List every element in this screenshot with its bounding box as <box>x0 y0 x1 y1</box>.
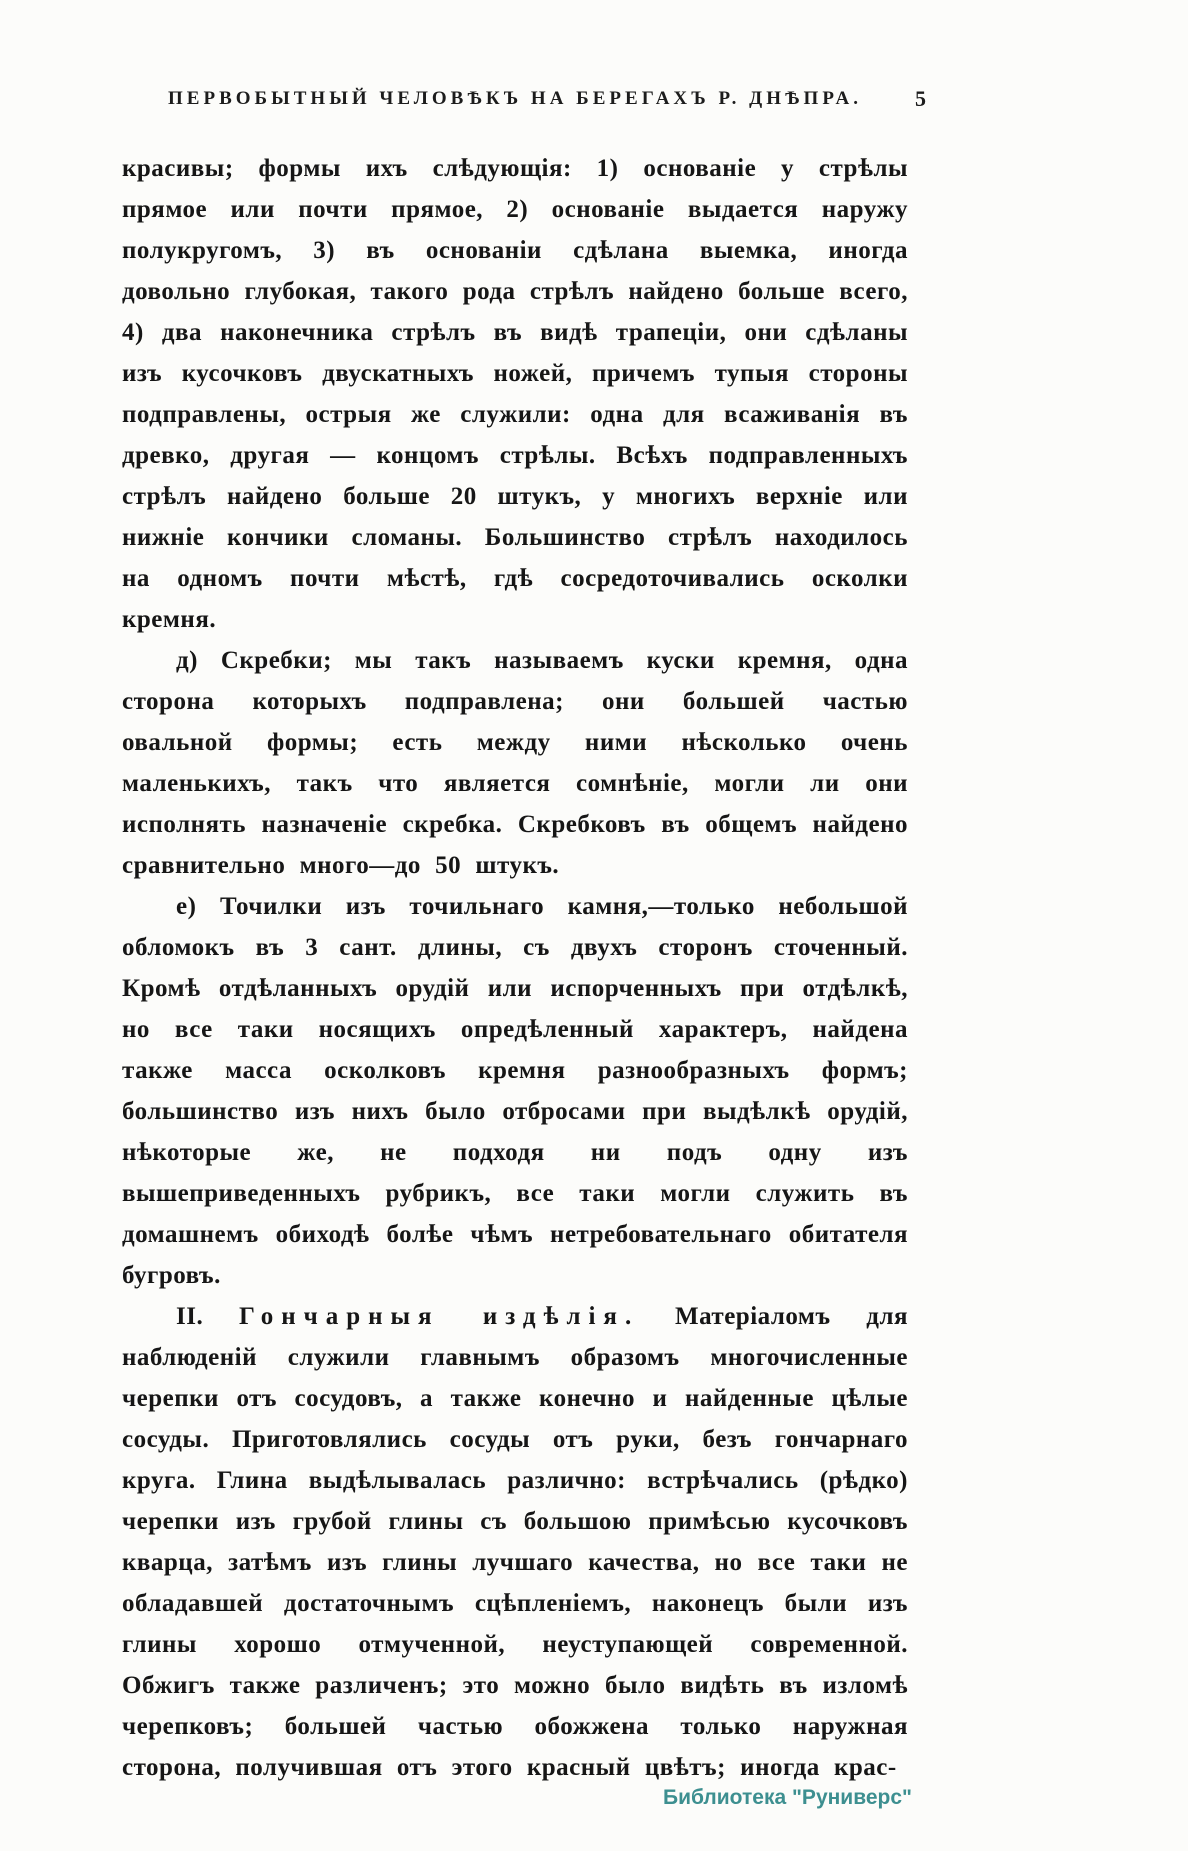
paragraph <box>122 1296 908 1788</box>
paragraph-text: д) Скребки; мы такъ называемъ куски кремня, одна сторона которыхъ подправлена; они большей частью овальной формы; есть между ними нѣсколько очень маленькихъ, такъ что является сомнѣніе, могли ли они исполнять назначеніе скребка. Скребковъ въ общемъ найдено сравнительно много—до 50 штукъ. <box>122 647 908 879</box>
page-title: ПЕРВОБЫТНЫЙ ЧЕЛОВѢКЪ НА БЕРЕГАХЪ Р. ДНѢПРА. <box>168 88 862 109</box>
page-number: 5 <box>915 86 926 111</box>
text-block <box>122 148 908 1788</box>
content-column <box>122 86 926 1788</box>
paragraph-text: е) Точилки изъ точильнаго камня,—только небольшой обломокъ въ 3 сант. длины, съ двухъ сторонъ сточенный. Кромѣ отдѣланныхъ орудій или испорченныхъ при отдѣлкѣ, но все таки носящихъ опредѣленный характеръ, найдена также масса осколковъ кремня разнообразныхъ формъ; большинство изъ нихъ было отбросами при выдѣлкѣ орудій, нѣкоторые же, не подходя ни подъ одну изъ вышеприведенныхъ рубрикъ, все таки могли служить въ домашнемъ обиходѣ болѣе чѣмъ нетребовательнаго обитателя бугровъ. <box>122 893 908 1289</box>
paragraph-text: красивы; формы ихъ слѣдующія: 1) основаніе у стрѣлы прямое или почти прямое, 2) основаніе выдается наружу полукругомъ, 3) въ основаніи сдѣлана выемка, иногда довольно глубокая, такого рода стрѣлъ найдено больше всего, 4) два наконечника стрѣлъ въ видѣ трапеціи, они сдѣланы изъ кусочковъ двускатныхъ ножей, причемъ тупыя стороны подправлены, острыя же служили: одна для всаживанія въ древко, другая — концомъ стрѣлы. Всѣхъ подправленныхъ стрѣлъ найдено больше 20 штукъ, у многихъ верхніе или нижніе кончики сломаны. Большинство стрѣлъ находилось на одномъ почти мѣстѣ, гдѣ сосредоточивались осколки кремня. <box>122 155 908 633</box>
paragraph-text: II. <box>176 1303 239 1330</box>
paragraph <box>122 148 908 640</box>
running-header <box>122 86 926 111</box>
paragraph-text: Матеріаломъ для наблюденій служили главнымъ образомъ многочисленные черепки отъ сосудовъ, а также конечно и найденные цѣлые сосуды. Приготовлялись сосуды отъ руки, безъ гончарнаго круга. Глина выдѣлывалась различно: встрѣчались (рѣдко) черепки изъ грубой глины съ большою примѣсью кусочковъ кварца, затѣмъ изъ глины лучшаго качества, но все таки не обладавшей достаточнымъ сцѣпленіемъ, наконецъ были изъ глины хорошо отмученной, неуступающей современной. Обжигъ также различенъ; это можно было видѣть въ изломѣ черепковъ; большей частью обожжена только наружная сторона, получившая отъ этого красный цвѣтъ; иногда крас- <box>122 1303 908 1781</box>
paragraph <box>122 640 908 886</box>
watermark: Библиотека "Руниверс" <box>662 1786 912 1809</box>
paragraph <box>122 886 908 1296</box>
section-heading-inline: Гончарныя издѣлія. <box>238 1303 640 1330</box>
